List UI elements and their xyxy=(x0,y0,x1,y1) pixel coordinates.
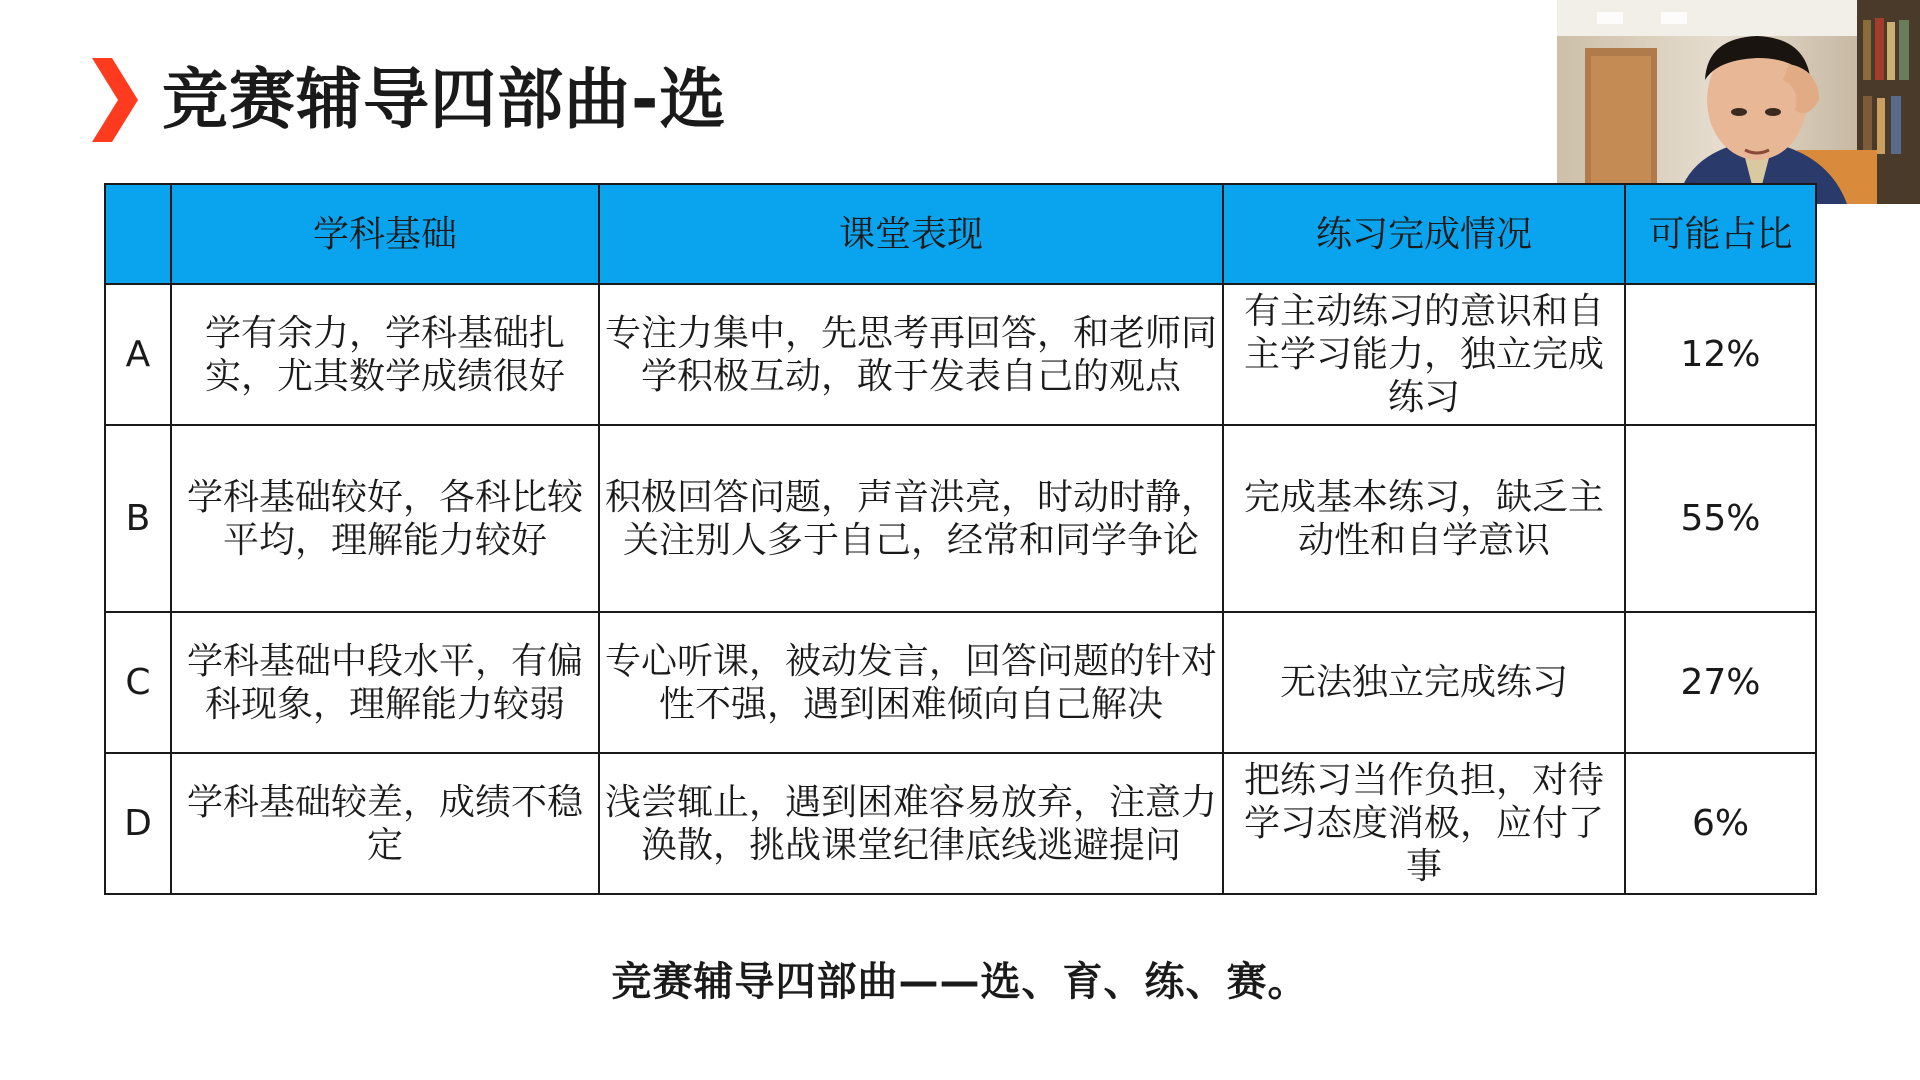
ratio-cell: 12% xyxy=(1625,284,1816,425)
performance-cell: 积极回答问题，声音洪亮，时动时静，关注别人多于自己，经常和同学争论 xyxy=(599,425,1223,612)
header-performance: 课堂表现 xyxy=(599,184,1223,284)
header-practice: 练习完成情况 xyxy=(1223,184,1625,284)
header-ratio: 可能占比 xyxy=(1625,184,1816,284)
practice-cell: 把练习当作负担，对待学习态度消极，应付了事 xyxy=(1223,753,1625,894)
student-selection-table xyxy=(104,183,1817,895)
foundation-cell: 学有余力，学科基础扎实，尤其数学成绩很好 xyxy=(171,284,599,425)
table-header-row xyxy=(105,184,1816,284)
foundation-cell: 学科基础较差，成绩不稳定 xyxy=(171,753,599,894)
performance-cell: 专心听课，被动发言，回答问题的针对性不强，遇到困难倾向自己解决 xyxy=(599,612,1223,753)
header-corner-cell xyxy=(105,184,171,284)
performance-cell: 浅尝辄止，遇到困难容易放弃，注意力涣散，挑战课堂纪律底线逃避提问 xyxy=(599,753,1223,894)
summary-text: 竞赛辅导四部曲——选、育、练、赛。 xyxy=(611,959,1309,1005)
ratio-cell: 6% xyxy=(1625,753,1816,894)
webcam-video-feed xyxy=(1557,0,1920,204)
slide-title: 竞赛辅导四部曲-选 xyxy=(162,61,727,138)
row-label: D xyxy=(105,753,171,894)
chevron-right-icon xyxy=(92,58,138,142)
table-row xyxy=(105,425,1816,612)
table-row xyxy=(105,284,1816,425)
row-label: A xyxy=(105,284,171,425)
practice-cell: 无法独立完成练习 xyxy=(1223,612,1625,753)
row-label: B xyxy=(105,425,171,612)
table-row xyxy=(105,753,1816,894)
row-label: C xyxy=(105,612,171,753)
ratio-cell: 55% xyxy=(1625,425,1816,612)
foundation-cell: 学科基础中段水平，有偏科现象，理解能力较弱 xyxy=(171,612,599,753)
ratio-cell: 27% xyxy=(1625,612,1816,753)
performance-cell: 专注力集中，先思考再回答，和老师同学积极互动，敢于发表自己的观点 xyxy=(599,284,1223,425)
foundation-cell: 学科基础较好，各科比较平均，理解能力较好 xyxy=(171,425,599,612)
header-foundation: 学科基础 xyxy=(171,184,599,284)
table-row xyxy=(105,612,1816,753)
practice-cell: 有主动练习的意识和自主学习能力，独立完成练习 xyxy=(1223,284,1625,425)
practice-cell: 完成基本练习，缺乏主动性和自学意识 xyxy=(1223,425,1625,612)
